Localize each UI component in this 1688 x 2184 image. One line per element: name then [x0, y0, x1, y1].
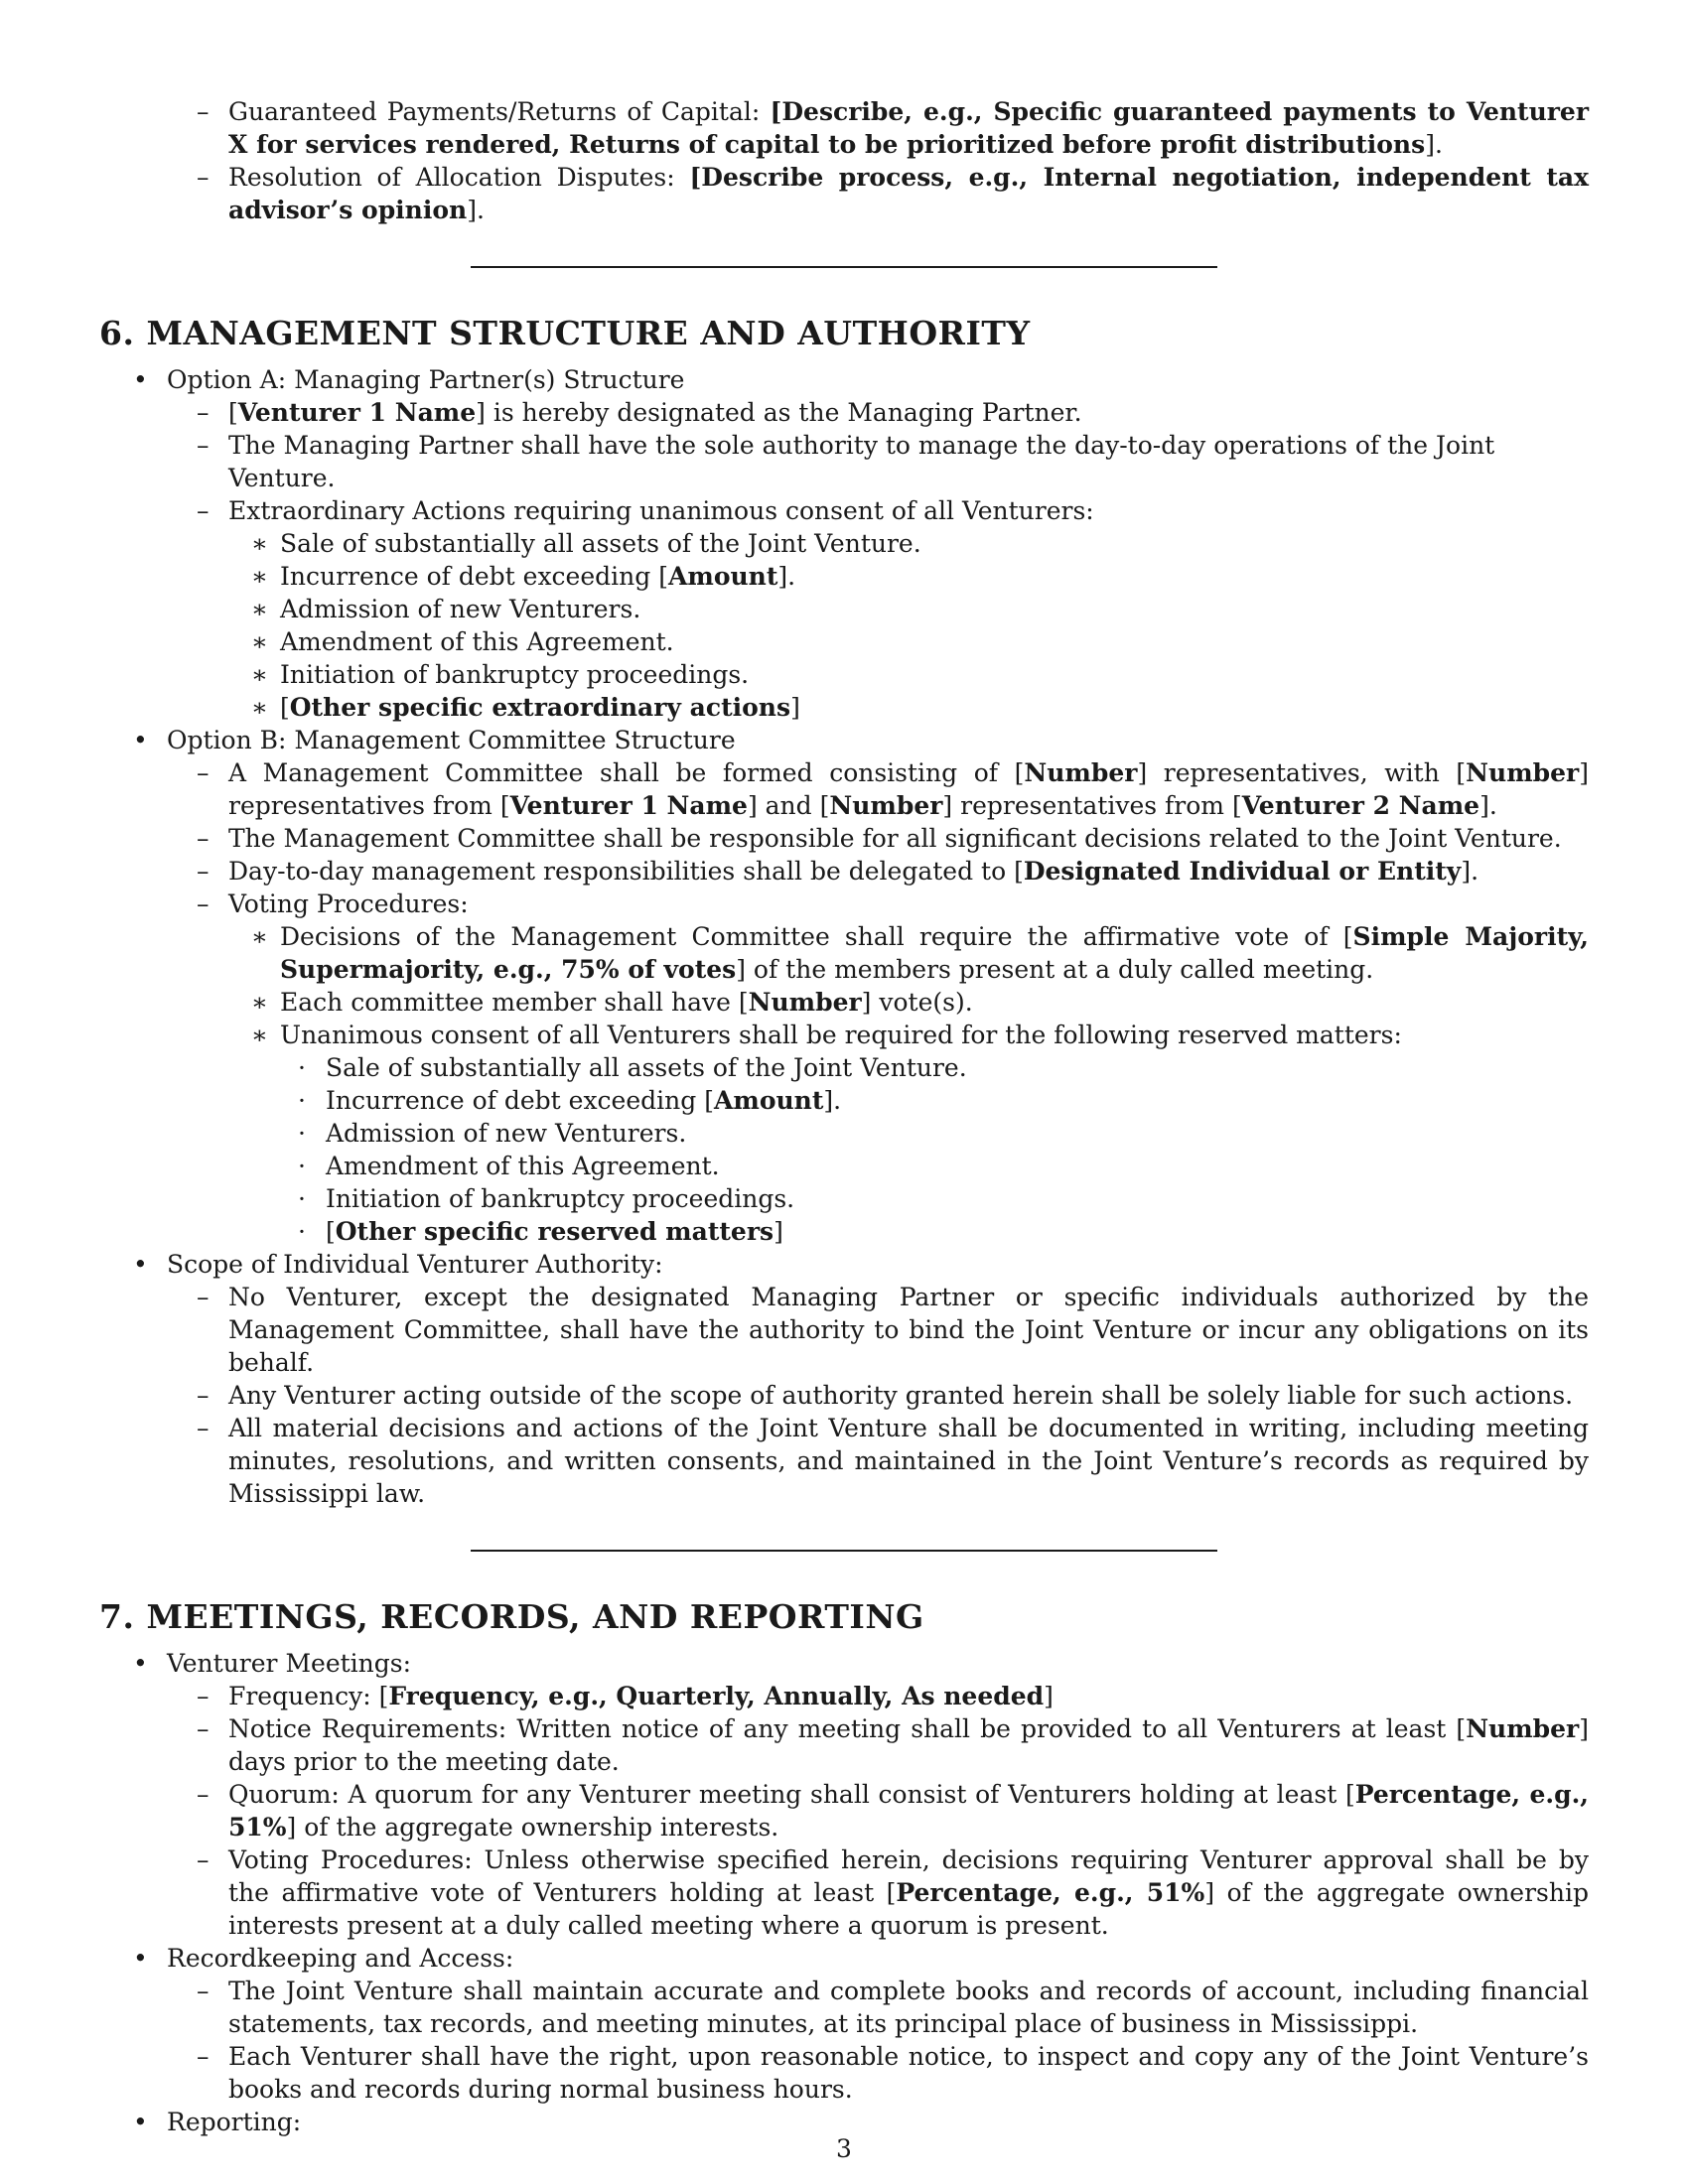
star-marker: ∗ [251, 562, 268, 591]
list-item: – The Joint Venture shall maintain accurate and complete books and records of account, including financial statements, tax records, and meeting minutes, at its principal place of business in Mississippi. [197, 1977, 1589, 2038]
list-item: ∗ [Other specific extraordinary actions] [251, 693, 800, 722]
dash-marker: – [197, 431, 210, 460]
dot-marker: · [298, 1184, 306, 1213]
list-item: • Reporting: [133, 2108, 302, 2136]
list-item: – No Venturer, except the designated Managing Partner or specific individuals authorized by the Management Committee, shall have the authority to bind the Joint Venture or incur any obligations on its behalf. [197, 1283, 1589, 1377]
placeholder-guaranteed-payments: Describe, e.g., Specific guaranteed payments to Venturer X for services rendered, Returns of capital to be prioritized before profit distributions [228, 97, 1590, 159]
dash-marker: – [197, 758, 210, 787]
page-number: 3 [836, 2134, 852, 2163]
list-item: ∗ Amendment of this Agreement. [251, 627, 674, 656]
dash-marker: – [197, 1977, 210, 2005]
bullet-marker: • [133, 726, 148, 754]
star-marker: ∗ [251, 627, 268, 656]
list-item: ∗ Admission of new Venturers. [251, 595, 641, 623]
page-content [99, 95, 1589, 2138]
list-item: – Guaranteed Payments/Returns of Capital: [Describe, e.g., Specific guaranteed payments to Venturer X for services rendered, Returns of capital to be prioritized before profit distributions]. [197, 97, 1590, 159]
star-marker: ∗ [251, 1021, 268, 1049]
star-marker: ∗ [251, 693, 268, 722]
list-item: • Recordkeeping and Access: [133, 1944, 514, 1973]
list-item: • Option A: Managing Partner(s) Structure [133, 365, 685, 394]
dot-marker: · [298, 1053, 306, 1082]
list-item: – Each Venturer shall have the right, upon reasonable notice, to inspect and copy any of the Joint Venture’s books and records during normal business hours. [197, 2042, 1589, 2104]
list-item: ∗ Decisions of the Management Committee shall require the affirmative vote of [Simple Majority, Supermajority, e.g., 75% of votes] of the members present at a duly called meeting. [251, 922, 1589, 984]
bullet-marker: • [133, 365, 148, 394]
star-marker: ∗ [251, 660, 268, 689]
bullet-marker: • [133, 1944, 148, 1973]
dash-marker: – [197, 1845, 210, 1874]
section-divider [471, 266, 1217, 268]
list-item: – The Management Committee shall be responsible for all significant decisions related to the Joint Venture. [197, 824, 1562, 853]
list-item: – Any Venturer acting outside of the scope of authority granted herein shall be solely liable for such actions. [197, 1381, 1574, 1410]
list-item: · Initiation of bankruptcy proceedings. [298, 1184, 795, 1213]
list-item: – Voting Procedures: Unless otherwise specified herein, decisions requiring Venturer approval shall be by the affirmative vote of Venturers holding at least [Percentage, e.g., 51%] of the aggregate ownership interests present at a duly called meeting where a quorum is present. [197, 1845, 1589, 1940]
list-item: • Option B: Management Committee Structure [133, 726, 736, 754]
dash-marker: – [197, 163, 210, 192]
placeholder-dispute-process: Describe process, e.g., Internal negotiation, independent tax advisor’s opinion [228, 163, 1589, 224]
list-item: – Notice Requirements: Written notice of any meeting shall be provided to all Venturers at least [Number] days prior to the meeting date. [197, 1714, 1589, 1776]
bullet-marker: • [133, 2108, 148, 2136]
list-item: · Admission of new Venturers. [298, 1119, 687, 1148]
list-item: ∗ Initiation of bankruptcy proceedings. [251, 660, 750, 689]
section-7-heading: 7. MEETINGS, RECORDS, AND REPORTING [99, 1597, 924, 1636]
dash-marker: – [197, 1283, 210, 1311]
list-item: • Venturer Meetings: [133, 1649, 412, 1678]
list-item: ∗ Incurrence of debt exceeding [Amount]. [251, 562, 796, 591]
list-item: – The Managing Partner shall have the sole authority to manage the day-to-day operations of the Joint Venture. [197, 431, 1495, 492]
dash-marker: – [197, 398, 210, 427]
star-marker: ∗ [251, 988, 268, 1017]
dash-marker: – [197, 1780, 210, 1809]
list-item: ∗ Unanimous consent of all Venturers shall be required for the following reserved matters: [251, 1021, 1402, 1049]
dash-marker: – [197, 1682, 210, 1710]
dash-marker: – [197, 824, 210, 853]
list-item: – Resolution of Allocation Disputes: [Describe process, e.g., Internal negotiation, independent tax advisor’s opinion]. [197, 163, 1589, 224]
star-marker: ∗ [251, 595, 268, 623]
dash-marker: – [197, 496, 210, 525]
list-item: ∗ Each committee member shall have [Number] vote(s). [251, 988, 973, 1017]
list-item: – All material decisions and actions of the Joint Venture shall be documented in writing, including meeting minutes, resolutions, and written consents, and maintained in the Joint Venture’s records as required by Mississippi law. [197, 1414, 1589, 1508]
list-item: · Sale of substantially all assets of the Joint Venture. [298, 1053, 967, 1082]
list-item: • Scope of Individual Venturer Authority: [133, 1250, 663, 1279]
dash-marker: – [197, 2042, 210, 2071]
bullet-marker: • [133, 1250, 148, 1279]
dash-marker: – [197, 857, 210, 886]
list-item: – Frequency: [Frequency, e.g., Quarterly, Annually, As needed] [197, 1682, 1054, 1710]
star-marker: ∗ [251, 529, 268, 558]
dot-marker: · [298, 1152, 306, 1180]
bullet-marker: • [133, 1649, 148, 1678]
dash-marker: – [197, 1381, 210, 1410]
dash-marker: – [197, 97, 210, 126]
dot-marker: · [298, 1086, 306, 1115]
dash-marker: – [197, 1414, 210, 1442]
dot-marker: · [298, 1217, 306, 1246]
list-item: – [Venturer 1 Name] is hereby designated as the Managing Partner. [197, 398, 1082, 427]
list-item: – A Management Committee shall be formed consisting of [Number] representatives, with [Number] representatives from [Venturer 1 Name] and [Number] representatives from [Venturer 2 Name]. [197, 758, 1589, 820]
section-divider [471, 1550, 1217, 1552]
dot-marker: · [298, 1119, 306, 1148]
dash-marker: – [197, 1714, 210, 1743]
list-item: – Quorum: A quorum for any Venturer meeting shall consist of Venturers holding at least [Percentage, e.g., 51%] of the aggregate ownership interests. [197, 1780, 1590, 1842]
list-item: – Voting Procedures: [197, 889, 469, 918]
star-marker: ∗ [251, 922, 268, 951]
list-item: – Day-to-day management responsibilities shall be delegated to [Designated Individual or Entity]. [197, 857, 1479, 886]
section-6-heading: 6. MANAGEMENT STRUCTURE AND AUTHORITY [99, 314, 1031, 352]
list-item: · [Other specific reserved matters] [298, 1217, 783, 1246]
list-item: ∗ Sale of substantially all assets of the Joint Venture. [251, 529, 921, 558]
list-item: · Incurrence of debt exceeding [Amount]. [298, 1086, 842, 1115]
dash-marker: – [197, 889, 210, 918]
list-item: – Extraordinary Actions requiring unanimous consent of all Venturers: [197, 496, 1094, 525]
list-item: · Amendment of this Agreement. [298, 1152, 720, 1180]
